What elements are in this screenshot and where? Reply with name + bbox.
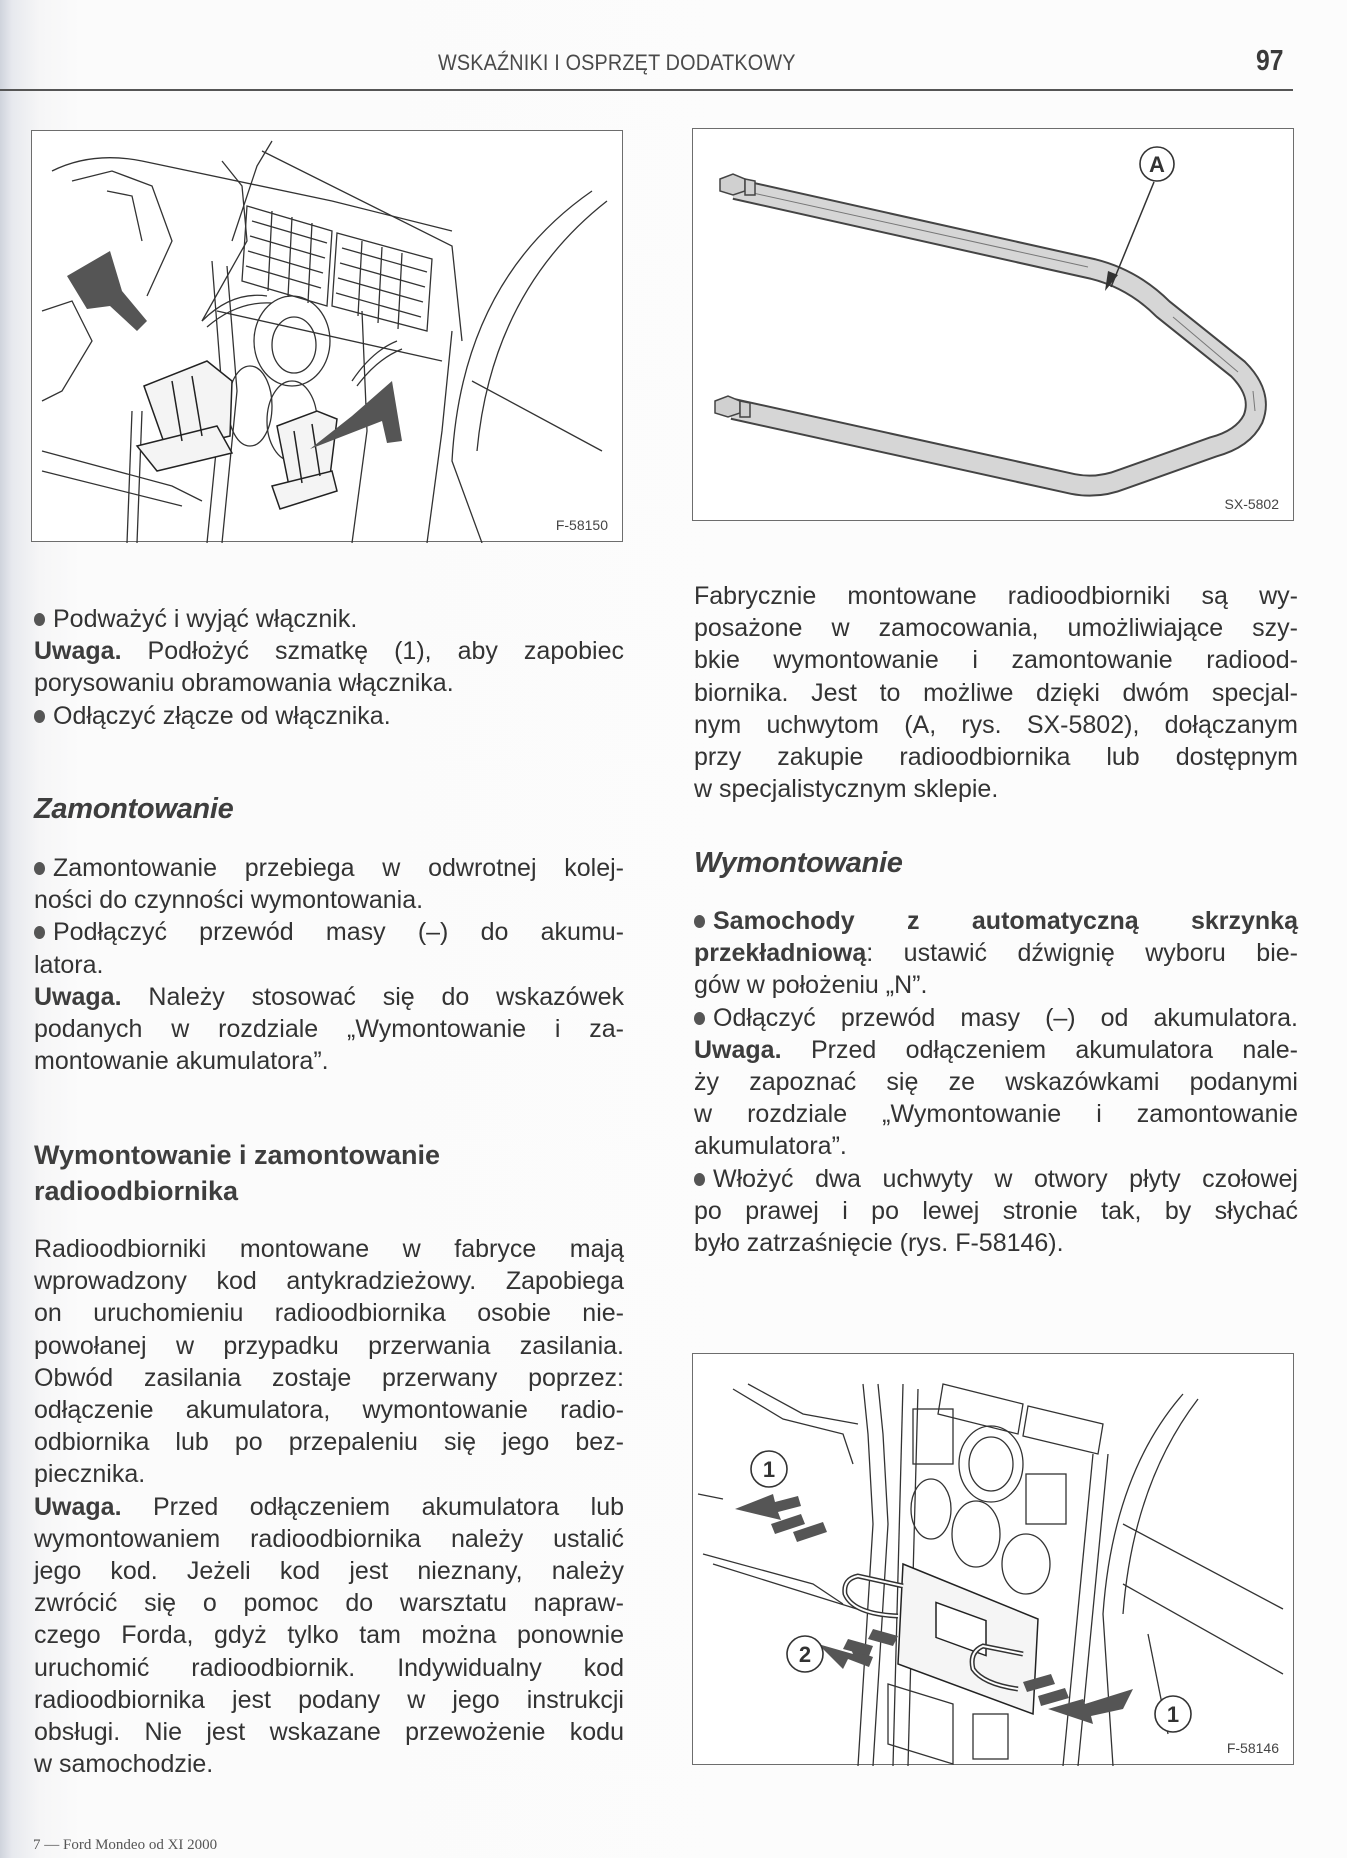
- list-item: Podważyć i wyjąć włącznik.: [34, 603, 624, 635]
- arrow-left-icon: [67, 251, 147, 331]
- figure-f58146: [692, 1353, 1294, 1765]
- note: Uwaga. Przed odłączeniem akumulatora lub: [34, 1492, 624, 1521]
- radio-section-body: Radioodbiorniki montowane w fabryce mają wprowadzony kod antykradzieżowy. Zapobiega on uruchomieniu radioodbiornika osobie nie- powołanej w przypadku przerwania zasilania. Obwód zasilania zostaje przerwany poprzez: odłączenie akumulatora, wymontowanie radio- odbiornika lub po przepaleniu się jego bez- piecznika. Uwaga. Przed odłączeniem akumulatora lub wymontowaniem radioodbiornika należy ustalić jego kod. Jeżeli kod jest nieznany, należy zwrócić się o pomoc do warsztatu napraw- czego Forda, gdyż tylko tam można ponownie uruchomić radioodbiornik. Indywidualny kod radioodbiornika jest podany w jego instrukcji obsługi. Nie jest wskazane przewożenie kodu w samochodzie.: [34, 1235, 624, 1779]
- label-a: A: [1149, 152, 1165, 177]
- header-rule: [0, 89, 1293, 91]
- bullet-icon: [34, 613, 45, 626]
- note: Uwaga. Należy stosować się do wskazówek: [34, 982, 624, 1011]
- footer-note: 7 — Ford Mondeo od XI 2000: [33, 1837, 218, 1853]
- installation-steps: Zamontowanie przebiega w odwrotnej kolej- ności do czynności wymontowania. Podłączyć przewód masy (–) do akumu- latora. Uwaga. Należy stosować się do wskazówek podanych w rozdziale „Wymontowanie i za- montowanie akumulatora”.: [34, 854, 624, 1076]
- right-column-intro: Fabrycznie montowane radioodbiorniki są wy- posażone w zamocowania, umożliwiające szy- bkie wymontowanie i zamontowanie radiood- biornika. Jest to możliwe dzięki dwóm specjal- nym uchwytom (A, rys. SX-5802), dołączanym przy zakupie radioodbiornika lub dostępnym w specjalistycznym sklepie.: [694, 582, 1298, 804]
- page-number: 97: [1256, 45, 1284, 77]
- figure-caption: SX-5802: [1224, 496, 1279, 512]
- figure-caption: F-58150: [555, 517, 608, 533]
- left-column: Podważyć i wyjąć włącznik. Uwaga. Podłożyć szmatkę (1), aby zapobiec porysowaniu obramowania włącznika. Odłączyć złącze od włącznika.: [34, 603, 624, 732]
- bullet-icon: [34, 926, 45, 939]
- label-2: 2: [798, 1642, 812, 1667]
- radio-extraction-illustration: [693, 1354, 1295, 1766]
- dashboard-switch-illustration: [32, 131, 624, 543]
- figure-sx5802: [692, 128, 1294, 521]
- note: Uwaga. Podłożyć szmatkę (1), aby zapobiec: [34, 637, 624, 666]
- list-item: Włożyć dwa uchwyty w otwory płyty czołowej: [694, 1163, 1298, 1195]
- heading-wymontowanie: Wymontowanie: [694, 847, 903, 879]
- figure-caption: F-58146: [1226, 1740, 1279, 1756]
- arrow-1-left-icon: [735, 1494, 801, 1520]
- bullet-icon: [34, 710, 45, 723]
- heading-zamontowanie: Zamontowanie: [34, 793, 234, 825]
- list-item: Odłączyć przewód masy (–) od akumulatora.: [694, 1002, 1298, 1034]
- label-1-right: 1: [1166, 1702, 1180, 1727]
- bullet-icon: [34, 862, 45, 875]
- bullet-icon: [694, 1173, 705, 1186]
- bullet-icon: [694, 1012, 705, 1025]
- figure-f58150: [31, 130, 623, 542]
- note: Uwaga. Przed odłączeniem akumulatora nale-: [694, 1035, 1299, 1064]
- running-head: WSKAŹNIKI I OSPRZĘT DODATKOWY: [438, 50, 796, 75]
- radio-removal-tool-illustration: [693, 129, 1295, 522]
- list-item: Podłączyć przewód masy (–) do akumu-: [34, 916, 624, 948]
- list-item: Odłączyć złącze od włącznika.: [34, 700, 624, 732]
- heading-radio-section: Wymontowanie i zamontowanie radioodbiornika: [34, 1140, 441, 1206]
- bullet-icon: [694, 915, 705, 928]
- list-item: Samochody z automatyczną skrzynką: [694, 905, 1298, 937]
- label-1-left: 1: [762, 1457, 776, 1482]
- list-item: Zamontowanie przebiega w odwrotnej kolej-: [34, 852, 624, 884]
- right-removal-steps: Samochody z automatyczną skrzynką przekładniową: ustawić dźwignię wyboru bie- gów w położeniu „N”. Odłączyć przewód masy (–) od akumulatora. Uwaga. Przed odłączeniem akumulatora nale- ży zapoznać się ze wskazówkami podanymi w rozdziale „Wymontowanie i zamontowanie akumulatora”. Włożyć dwa uchwyty w otwory płyty czołowej po prawej i po lewej stronie tak, by słychać było zatrzaśnięcie (rys. F-58146).: [694, 907, 1299, 1258]
